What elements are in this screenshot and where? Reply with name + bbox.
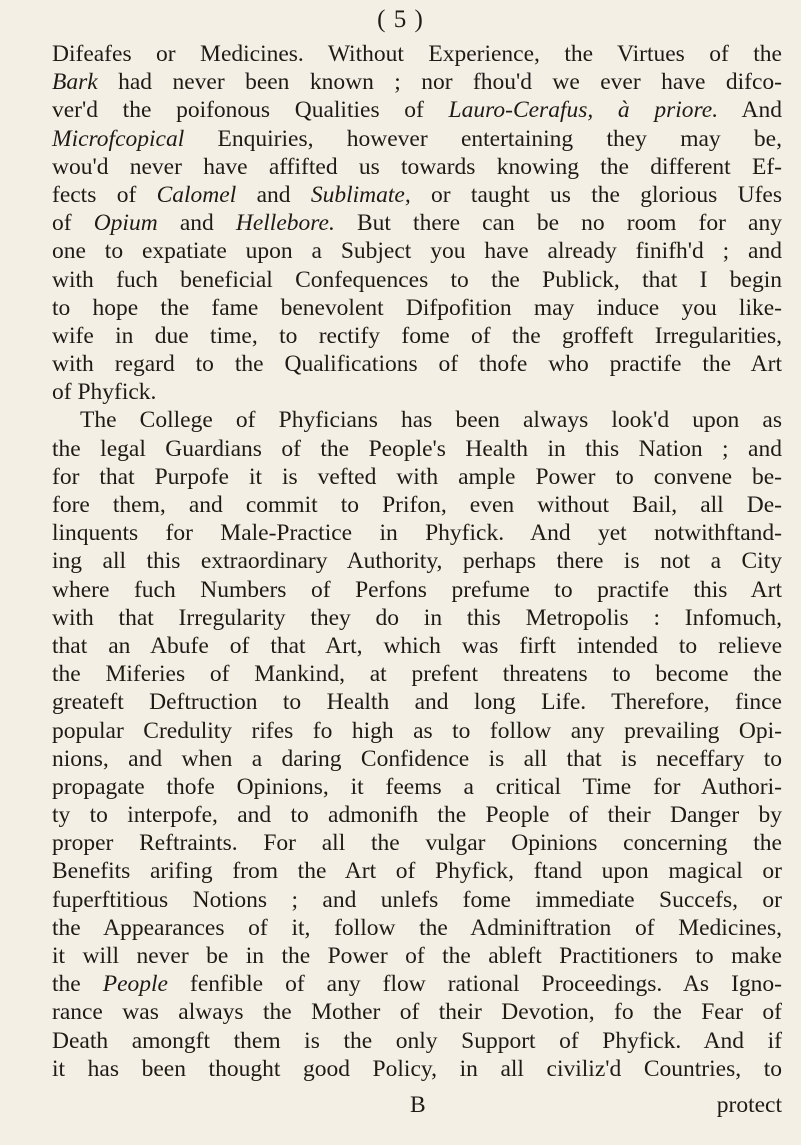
text-line: propagate thofe Opinions, it feems a critical Time for Authori- [52, 773, 782, 800]
catchword: protect [716, 1092, 782, 1118]
text-line: the Appearances of it, follow the Adminiftration of Medicines, [52, 914, 782, 941]
text-line: the Miferies of Mankind, at prefent threatens to become the [52, 661, 782, 688]
text-line: wou'd never have affifted us towards knowing the different Ef- [52, 153, 782, 180]
page-number: ( 5 ) [377, 6, 424, 33]
text-line: with fuch beneficial Confequences to the Publick, that I begin [52, 266, 782, 293]
text-line: ver'd the poifonous Qualities of Lauro-Cerafus, à priore. And [52, 97, 782, 124]
text-line: where fuch Numbers of Perfons prefume to practife this Art [52, 576, 782, 603]
text-line: linquents for Male-Practice in Phyfick. And yet notwithftand- [52, 520, 782, 547]
text-line: ty to interpofe, and to admonifh the People of their Danger by [52, 802, 782, 829]
text-line: Benefits arifing from the Art of Phyfick, ftand upon magical or [52, 858, 782, 885]
text-line: popular Credulity rifes fo high as to follow any prevailing Opi- [52, 717, 782, 744]
text-line: Difeafes or Medicines. Without Experience, the Virtues of the [52, 41, 782, 67]
page-footer [52, 1092, 782, 1122]
text-line: it will never be in the Power of the ableft Practitioners to make [52, 943, 782, 969]
text-line: wife in due time, to rectify fome of the groffeft Irregularities, [52, 322, 782, 349]
text-line: with regard to the Qualifications of thofe who practife the Art [52, 351, 782, 378]
text-line: fore them, and commit to Prifon, even without Bail, all De- [52, 492, 782, 518]
paragraph-end-line: of Phyfick. [52, 379, 157, 406]
text-line: rance was always the Mother of their Devotion, fo the Fear of [52, 999, 782, 1026]
text-line: the People fenfible of any flow rational Proceedings. As Igno- [52, 971, 782, 998]
text-line: Microfcopical Enquiries, however entertaining they may be, [52, 125, 782, 152]
text-line: one to expatiate upon a Subject you have already finifh'd ; and [52, 238, 782, 265]
text-line: fuperftitious Notions ; and unlefs fome immediate Succefs, or [52, 886, 782, 913]
body-text [52, 40, 782, 1083]
text-line: that an Abufe of that Art, which was firft intended to relieve [52, 632, 782, 659]
text-line: the legal Guardians of the People's Health in this Nation ; and [52, 435, 782, 462]
paragraph-start-line: The College of Phyficians has been always look'd upon as [80, 407, 782, 434]
text-line: with that Irregularity they do in this Metropolis : Infomuch, [52, 604, 782, 631]
text-line: Bark had never been known ; nor fhou'd we ever have difco- [52, 69, 782, 96]
text-line: fects of Calomel and Sublimate, or taught us the glorious Ufes [52, 181, 782, 208]
text-line: to hope the fame benevolent Difpofition may induce you like- [52, 294, 782, 321]
text-line: ing all this extraordinary Authority, perhaps there is not a City [52, 548, 782, 575]
text-line: proper Reftraints. For all the vulgar Opinions concerning the [52, 830, 782, 857]
text-line: for that Purpofe it is vefted with ample Power to convene be- [52, 463, 782, 490]
text-line: of Opium and Hellebore. But there can be no room for any [52, 210, 782, 237]
signature-mark: B [410, 1092, 426, 1118]
text-line: Death amongft them is the only Support of Phyfick. And if [52, 1027, 782, 1054]
text-line: greateft Deftruction to Health and long Life. Therefore, fince [52, 689, 782, 716]
text-line: it has been thought good Policy, in all civiliz'd Countries, to [52, 1055, 782, 1082]
text-line: nions, and when a daring Confidence is all that is neceffary to [52, 745, 782, 772]
